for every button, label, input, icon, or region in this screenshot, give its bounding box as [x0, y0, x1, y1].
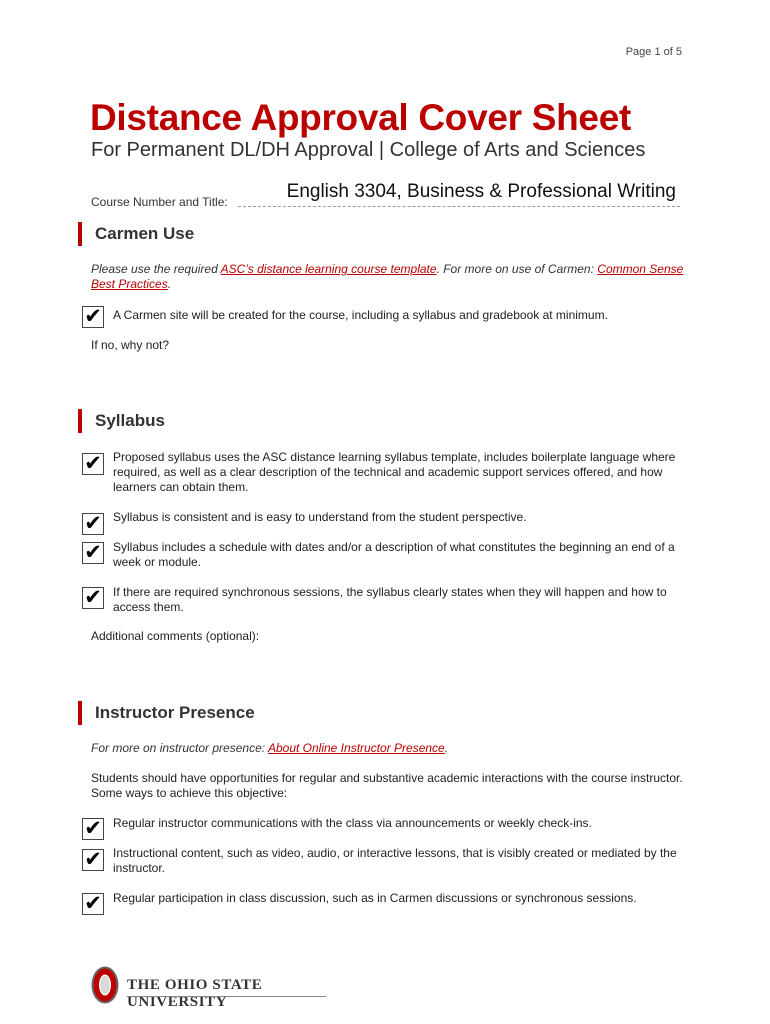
checkbox-syllabus-template[interactable]: ✔ — [82, 453, 104, 475]
logo-wordmark: THE OHIO STATE UNIVERSITY — [127, 977, 263, 1010]
section-heading-carmen: Carmen Use — [78, 222, 194, 246]
syllabus-comments-label: Additional comments (optional): — [91, 629, 260, 643]
course-field-label: Course Number and Title: — [91, 195, 228, 209]
page-subtitle: For Permanent DL/DH Approval | College of Arts and Sciences — [91, 139, 646, 161]
checkbox-syllabus-consistent[interactable]: ✔ — [82, 513, 104, 535]
carmen-followup-question: If no, why not? — [91, 338, 170, 352]
instructor-note-suffix: . — [444, 741, 449, 755]
checkbox-instructor-communications[interactable]: ✔ — [82, 818, 104, 840]
checklist-item-label: Regular instructor communications with the class via announcements or weekly check-ins. — [113, 816, 592, 830]
checkbox-carmen-site[interactable]: ✔ — [82, 306, 104, 328]
carmen-note-suffix: . — [167, 277, 172, 291]
course-field-underline — [238, 206, 680, 207]
checklist-item-label: A Carmen site will be created for the course, including a syllabus and gradebook at minimum. — [113, 308, 608, 322]
checklist-item-label: Syllabus is consistent and is easy to understand from the student perspective. — [113, 510, 527, 524]
section-heading-instructor-presence: Instructor Presence — [78, 701, 255, 725]
checkbox-syllabus-schedule[interactable]: ✔ — [82, 542, 104, 564]
link-common-sense-practices[interactable]: Common Sense Best Practices — [91, 262, 684, 291]
carmen-note-middle: . For more on use of Carmen: — [436, 262, 598, 276]
block-o-icon — [90, 965, 120, 1005]
logo-divider — [127, 996, 326, 997]
carmen-note — [91, 262, 687, 292]
carmen-note-prefix: Please use the required — [91, 262, 221, 276]
university-logo — [90, 965, 350, 1010]
course-field-row — [91, 175, 680, 209]
checklist-item-label: If there are required synchronous sessions, the syllabus clearly states when they will happen and how to access them. — [113, 585, 667, 614]
checklist-item-label: Syllabus includes a schedule with dates and/or a description of what constitutes the beginning an end of a week or module. — [113, 540, 675, 569]
link-online-instructor-presence[interactable]: About Online Instructor Presence — [267, 741, 445, 755]
checklist-item-label: Instructional content, such as video, audio, or interactive lessons, that is visibly created or mediated by the instructor. — [113, 846, 677, 875]
instructor-note — [91, 741, 687, 756]
checkbox-instructor-content[interactable]: ✔ — [82, 849, 104, 871]
instructor-intro: Students should have opportunities for regular and substantive academic interactions with the course instructor. Some ways to achieve this objective: — [91, 771, 683, 800]
instructor-note-prefix: For more on instructor presence: — [91, 741, 268, 755]
course-field-value[interactable]: English 3304, Business & Professional Writing — [286, 181, 676, 202]
page-title: Distance Approval Cover Sheet — [90, 97, 631, 138]
section-heading-syllabus: Syllabus — [78, 409, 165, 433]
checklist-item-label: Regular participation in class discussion, such as in Carmen discussions or synchronous sessions. — [113, 891, 637, 905]
page-number: Page 1 of 5 — [625, 46, 682, 58]
checklist-item-label: Proposed syllabus uses the ASC distance learning syllabus template, includes boilerplate language where required, as well as a clear description of the technical and academic support services offered, and how learners can obtain them. — [113, 450, 676, 494]
checkbox-syllabus-synchronous[interactable]: ✔ — [82, 587, 104, 609]
link-asc-template[interactable]: ASC’s distance learning course template — [220, 262, 437, 276]
checkbox-instructor-participation[interactable]: ✔ — [82, 893, 104, 915]
